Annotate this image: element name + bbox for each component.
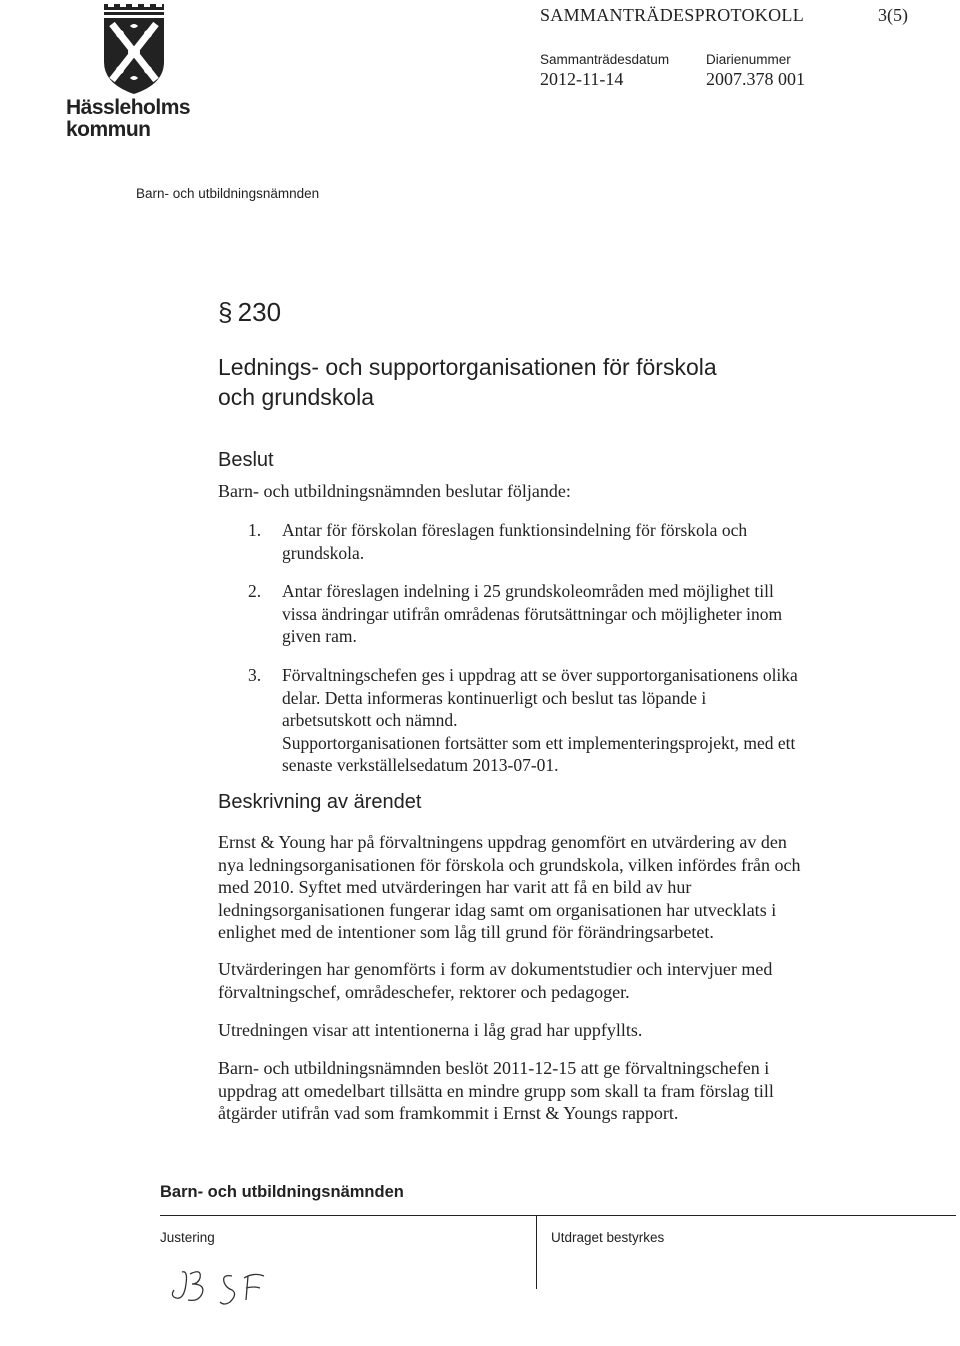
footer-divider <box>160 1215 956 1216</box>
item-line: delar. Detta informeras kontinuerligt och beslut tas löpande i <box>282 687 707 708</box>
signature-initials <box>168 1264 288 1314</box>
item-line: given ram. <box>282 626 357 646</box>
description-paragraph-1 <box>218 831 868 944</box>
item-line: arbetsutskott och nämnd. <box>282 710 458 730</box>
title-line: Lednings- och supportorganisationen för förskola <box>218 354 717 380</box>
meeting-date: 2012-11-14 <box>540 69 624 89</box>
paragraph-line: uppdrag att omedelbart tillsätta en mindre grupp som skall ta fram förslag till <box>218 1080 774 1101</box>
coat-of-arms-icon <box>102 4 166 96</box>
utdraget-label: Utdraget bestyrkes <box>551 1230 665 1245</box>
paragraph-line: enlighet med de intentioner som låg till grund för förändringsarbetet. <box>218 922 714 942</box>
logo-line-1: Hässleholms <box>66 96 191 119</box>
decision-item-3 <box>248 664 868 777</box>
item-line: Supportorganisationen fortsätter som ett implementeringsprojekt, med ett <box>282 732 796 753</box>
item-line: senaste verkställelsedatum 2013-07-01. <box>282 755 559 775</box>
description-paragraph-3 <box>218 1019 868 1042</box>
paragraph-line: Utredningen visar att intentionerna i låg grad har uppfyllts. <box>218 1020 643 1040</box>
paragraph-line: ledningsorganisationen fungerar idag samt om organisationen har utvecklats i <box>218 899 777 920</box>
item-text <box>282 580 868 648</box>
paragraph-line: Ernst & Young har på förvaltningens uppdrag genomfört en utvärdering av den <box>218 832 787 852</box>
logo-text <box>66 97 206 141</box>
paragraph-line: förvaltningschef, områdeschefer, rektorer och pedagoger. <box>218 981 630 1002</box>
paragraph-line: med 2010. Syftet med utvärderingen har varit att få en bild av hur <box>218 877 692 897</box>
justering-label: Justering <box>160 1230 215 1245</box>
item-line: Antar föreslagen indelning i 25 grundskoleområden med möjlighet till <box>282 581 774 601</box>
diary-number-label: Diarienummer <box>706 52 791 67</box>
item-text <box>282 519 868 564</box>
item-text <box>282 664 868 777</box>
municipality-logo <box>66 4 206 144</box>
meeting-date-label: Sammanträdesdatum <box>540 52 670 67</box>
item-line: vissa ändringar utifrån områdenas förutsättningar och möjligheter inom <box>282 603 783 624</box>
logo-line-2: kommun <box>66 118 151 141</box>
description-paragraph-2 <box>218 958 868 1003</box>
item-number: 3. <box>248 665 262 685</box>
paragraph-line: nya ledningsorganisationen för förskola och grundskola, vilken infördes från och <box>218 854 801 875</box>
item-line: grundskola. <box>282 542 365 563</box>
item-line: Förvaltningschefen ges i uppdrag att se över supportorganisationens olika <box>282 665 798 685</box>
paragraph-line: åtgärder utifrån vad som framkommit i Ernst & Youngs rapport. <box>218 1103 679 1123</box>
title-line: och grundskola <box>218 384 374 410</box>
description-paragraph-4 <box>218 1057 868 1125</box>
decision-item-2 <box>248 580 868 648</box>
section-number-value: 230 <box>237 297 282 327</box>
item-number: 2. <box>248 581 262 601</box>
page-number: 3(5) <box>878 5 908 25</box>
paragraph-line: Utvärderingen har genomförts i form av dokumentstudier och intervjuer med <box>218 959 773 979</box>
item-number: 1. <box>248 520 262 540</box>
description-heading: Beskrivning av ärendet <box>218 791 422 813</box>
page-title <box>218 352 858 412</box>
section-number: § 230 <box>218 297 282 327</box>
document-type: SAMMANTRÄDESPROTOKOLL <box>540 5 804 25</box>
decision-heading: Beslut <box>218 449 274 471</box>
paragraph-line: Barn- och utbildningsnämnden beslöt 2011-12-15 att ge förvaltningschefen i <box>218 1058 770 1078</box>
diary-number: 2007.378 001 <box>706 69 805 89</box>
decision-item-1 <box>248 519 868 564</box>
footer-committee-name: Barn- och utbildningsnämnden <box>160 1183 404 1201</box>
footer-column-divider <box>536 1216 537 1289</box>
item-line: Antar för förskolan föreslagen funktionsindelning för förskola och <box>282 520 748 540</box>
committee-name: Barn- och utbildningsnämnden <box>136 186 320 201</box>
decision-intro: Barn- och utbildningsnämnden beslutar följande: <box>218 481 571 501</box>
